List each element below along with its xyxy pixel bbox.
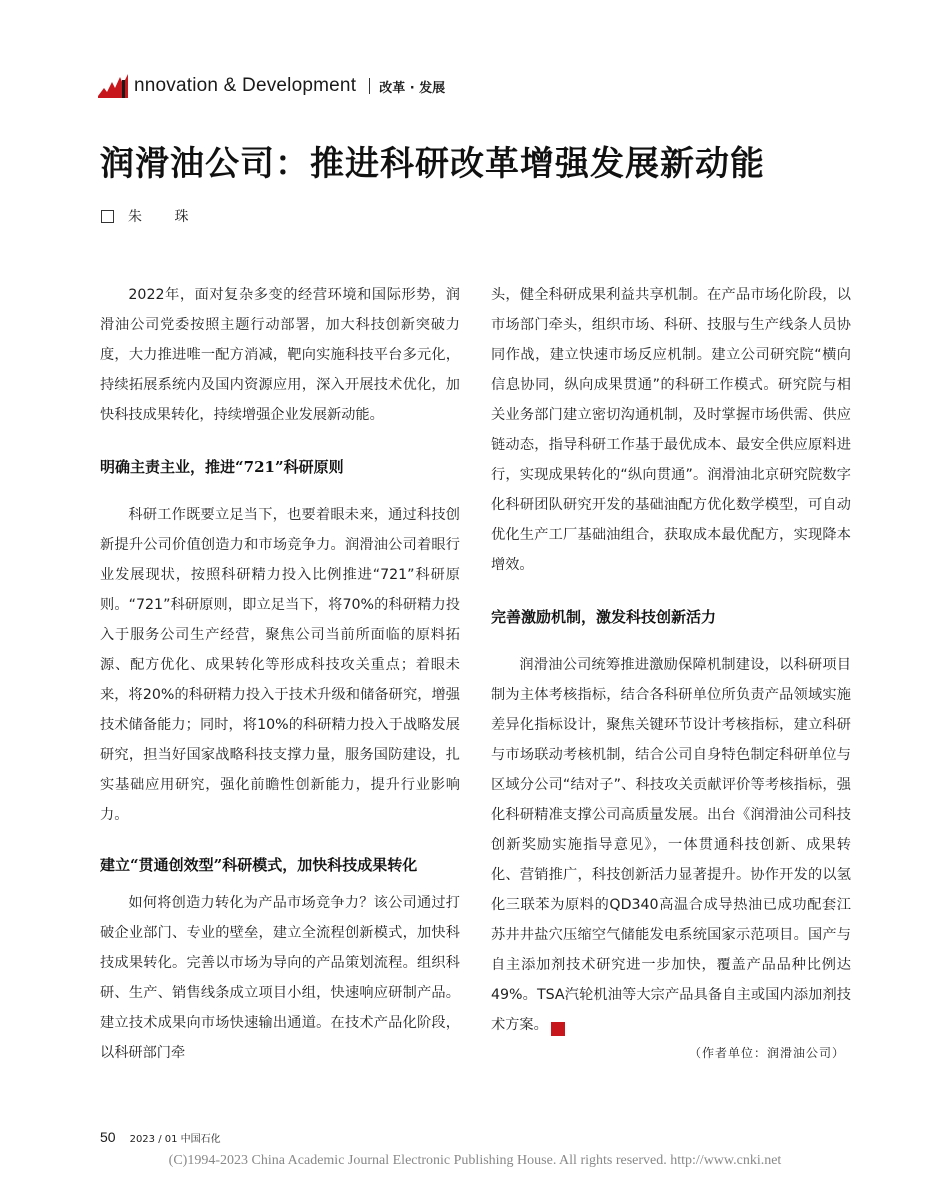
magazine-section-cn: 改革 · 发展	[379, 80, 446, 96]
header-divider	[369, 78, 370, 94]
paragraph-incentive	[491, 650, 851, 1040]
section-heading-incentive: 完善激励机制，激发科技创新活力	[491, 608, 717, 626]
paragraph-model: 如何将创造力转化为产品市场竞争力？该公司通过打破企业部门、专业的壁垒，建立全流程创新模式，加快科技成果转化。完善以市场为导向的产品策划流程。组织科研、生产、销售线条成立项目小组，快速响应研制产品。建立技术成果向市场快速输出通道。在技术产品化阶段，以科研部门牵	[100, 895, 460, 1061]
copyright-notice: (C)1994-2023 China Academic Journal Electronic Publishing House. All rights reserved. http://www.cnki.net	[168, 1153, 782, 1168]
paragraph-incentive-text: 润滑油公司统筹推进激励保障机制建设，以科研项目制为主体考核指标，结合各科研单位所负责产品领域实施差异化指标设计，聚焦关键环节设计考核指标，建立科研与市场联动考核机制，结合公司自身特色制定科研单位与区域分公司“结对子”、科技攻关贡献评价等考核指标，强化科研精准支撑公司高质量发展。出台《润滑油公司科技创新奖励实施指导意见》，一体贯通科技创新、成果转化、营销推广，科技创新活力显著提升。协作开发的以氢化三联苯为原料的QD340高温合成导热油已成功配套江苏井井盐穴压缩空气储能发电系统国家示范项目。国产与自主添加剂技术研究进一步加快，覆盖产品品种比例达49%。TSA汽轮机油等大宗产品具备自主或国内添加剂技术方案。	[491, 657, 851, 1033]
issue-info: 2023 / 01 中国石化	[129, 1134, 221, 1145]
byline	[101, 206, 202, 226]
page-footer	[100, 1129, 221, 1145]
section-heading-model: 建立“贯通创效型”科研模式，加快科技成果转化	[100, 856, 418, 874]
article-title: 润滑油公司：推进科研改革增强发展新动能	[100, 144, 765, 184]
paragraph-model-continued: 头，健全科研成果利益共享机制。在产品市场化阶段，以市场部门牵头，组织市场、科研、技服与生产线条人员协同作战，建立快速市场反应机制。建立公司研究院“横向信息协同，纵向成果贯通”的科研工作模式。研究院与相关业务部门建立密切沟通机制，及时掌握市场供需、供应链动态，指导科研工作基于最优成本、最安全供应原料进行，实现成果转化的“纵向贯通”。润滑油北京研究院数字化科研团队研究开发的基础油配方优化数学模型，可自动优化生产工厂基础油组合，获取成本最优配方，实现降本增效。	[491, 287, 851, 573]
byline-box-icon	[101, 210, 114, 223]
end-mark-icon: ✎	[551, 1022, 565, 1036]
section-heading-721: 明确主责主业，推进“721”科研原则	[100, 458, 344, 476]
page-number: 50	[100, 1129, 116, 1145]
left-column	[100, 280, 460, 1068]
page-header	[98, 66, 445, 106]
growth-chart-logo-icon	[98, 74, 128, 98]
paragraph-721: 科研工作既要立足当下，也要着眼未来，通过科技创新提升公司价值创造力和市场竞争力。润滑油公司着眼行业发展现状，按照科研精力投入比例推进“721”科研原则。“721”科研原则，即立足当下，将70%的科研精力投入于服务公司生产经营，聚焦公司当前所面临的原料拓源、配方优化、成果转化等形成科技攻关重点；着眼未来，将20%的科研精力投入于技术升级和储备研究，增强技术储备能力；同时，将10%的科研精力投入于战略发展研究，担当好国家战略科技支撑力量，服务国防建设，扎实基础应用研究，强化前瞻性创新能力，提升行业影响力。	[100, 507, 460, 823]
magazine-section-en: nnovation & Development	[134, 75, 357, 96]
right-column	[491, 280, 851, 1061]
author-unit: （作者单位：润滑油公司）	[688, 1046, 845, 1060]
intro-paragraph: 2022年，面对复杂多变的经营环境和国际形势，润滑油公司党委按照主题行动部署，加大科技创新突破力度，大力推进唯一配方消减，靶向实施科技平台多元化，持续拓展系统内及国内资源应用，深入开展技术优化，加快科技成果转化，持续增强企业发展新动能。	[100, 287, 460, 423]
author-name: 朱 珠	[128, 209, 203, 225]
